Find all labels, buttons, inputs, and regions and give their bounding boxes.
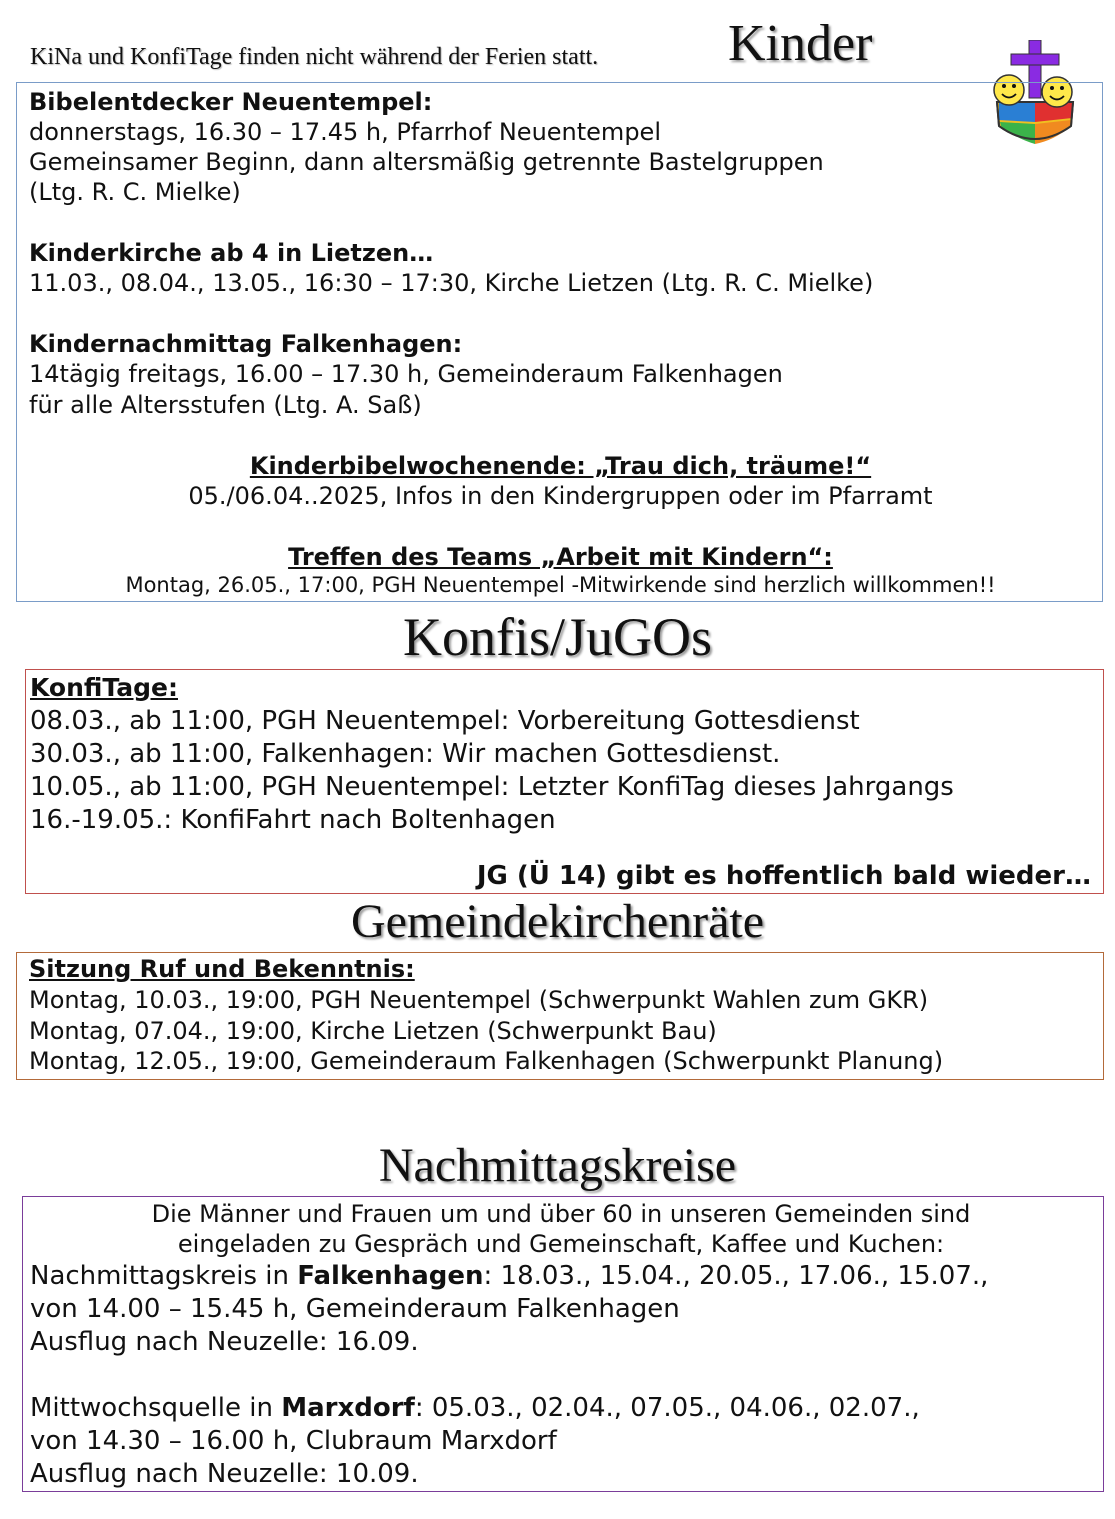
section-heading-kinder: Kinder: [728, 15, 873, 72]
konfitag-item: 30.03., ab 11:00, Falkenhagen: Wir machen Gottesdienst.: [30, 739, 781, 769]
konfitag-item: 08.03., ab 11:00, PGH Neuentempel: Vorbereitung Gottesdienst: [30, 706, 860, 736]
bibelentdecker-leader: (Ltg. R. C. Mielke): [29, 178, 241, 206]
kinder-box: [16, 82, 1103, 602]
kindernachmittag-title: Kindernachmittag Falkenhagen:: [29, 330, 463, 358]
gkr-sitzung-item: Montag, 07.04., 19:00, Kirche Lietzen (Schwerpunkt Bau): [29, 1017, 717, 1045]
gkr-sitzung-item: Montag, 10.03., 19:00, PGH Neuentempel (Schwerpunkt Wahlen zum GKR): [29, 986, 929, 1014]
falkenhagen-date-list: : 18.03., 15.04., 20.05., 17.06., 15.07.,: [483, 1261, 989, 1291]
falkenhagen-place: Falkenhagen: [297, 1261, 484, 1291]
marxdorf-place: Marxdorf: [281, 1393, 415, 1423]
kinderbibelwochenende-title: Kinderbibelwochenende: „Trau dich, träume!“: [249, 452, 872, 480]
marxdorf-dates: [30, 1392, 920, 1424]
bibelentdecker-time: donnerstags, 16.30 – 17.45 h, Pfarrhof Neuentempel: [29, 118, 661, 146]
konfitage-title: KonfiTage:: [30, 673, 178, 702]
konfifahrt-item: 16.-19.05.: KonfiFahrt nach Boltenhagen: [30, 805, 556, 835]
kinderkirche-dates: 11.03., 08.04., 13.05., 16:30 – 17:30, Kirche Lietzen (Ltg. R. C. Mielke): [29, 269, 874, 297]
team-treffen-info: Montag, 26.05., 17:00, PGH Neuentempel -Mitwirkende sind herzlich willkommen!!: [125, 573, 996, 597]
marxdorf-time: von 14.30 – 16.00 h, Clubraum Marxdorf: [30, 1426, 557, 1456]
nachmittagskreise-box: [22, 1196, 1104, 1492]
kinderbibelwochenende-info: 05./06.04..2025, Infos in den Kindergruppen oder im Pfarramt: [188, 482, 933, 510]
section-heading-gkr: Gemeindekirchenräte: [350, 895, 765, 948]
gkr-box: [16, 952, 1104, 1080]
marxdorf-date-list: : 05.03., 02.04., 07.05., 04.06., 02.07.,: [414, 1393, 920, 1423]
ferien-note: KiNa und KonfiTage finden nicht während der Ferien statt.: [30, 44, 599, 70]
bibelentdecker-desc: Gemeinsamer Beginn, dann altersmäßig getrennte Bastelgruppen: [29, 148, 824, 176]
kinderkirche-title: Kinderkirche ab 4 in Lietzen…: [29, 239, 434, 267]
jg-note: JG (Ü 14) gibt es hoffentlich bald wieder…: [476, 861, 1091, 891]
nachmittag-intro: Die Männer und Frauen um und über 60 in unseren Gemeinden sind: [151, 1200, 971, 1228]
konfi-box: [25, 669, 1104, 894]
konfitag-item: 10.05., ab 11:00, PGH Neuentempel: Letzter KonfiTag dieses Jahrgangs: [30, 772, 954, 802]
falkenhagen-prefix: Nachmittagskreis in: [30, 1261, 298, 1291]
gkr-sitzung-item: Montag, 12.05., 19:00, Gemeinderaum Falkenhagen (Schwerpunkt Planung): [29, 1047, 944, 1075]
nachmittag-intro: eingeladen zu Gespräch und Gemeinschaft, Kaffee und Kuchen:: [177, 1230, 945, 1258]
falkenhagen-dates: [30, 1260, 988, 1292]
falkenhagen-time: von 14.00 – 15.45 h, Gemeinderaum Falkenhagen: [30, 1294, 680, 1324]
section-heading-konfis: Konfis/JuGOs: [402, 607, 713, 667]
kindernachmittag-ages: für alle Altersstufen (Ltg. A. Saß): [29, 391, 422, 419]
team-treffen-title: Treffen des Teams „Arbeit mit Kindern“:: [288, 543, 833, 571]
marxdorf-prefix: Mittwochsquelle in: [30, 1393, 282, 1423]
gkr-sitzung-title: Sitzung Ruf und Bekenntnis:: [29, 955, 415, 983]
falkenhagen-ausflug: Ausflug nach Neuzelle: 16.09.: [30, 1327, 419, 1357]
section-heading-nachmittagskreise: Nachmittagskreise: [378, 1139, 737, 1192]
kindernachmittag-time: 14tägig freitags, 16.00 – 17.30 h, Gemeinderaum Falkenhagen: [29, 360, 783, 388]
bibelentdecker-title: Bibelentdecker Neuentempel:: [29, 88, 433, 116]
marxdorf-ausflug: Ausflug nach Neuzelle: 10.09.: [30, 1459, 419, 1489]
